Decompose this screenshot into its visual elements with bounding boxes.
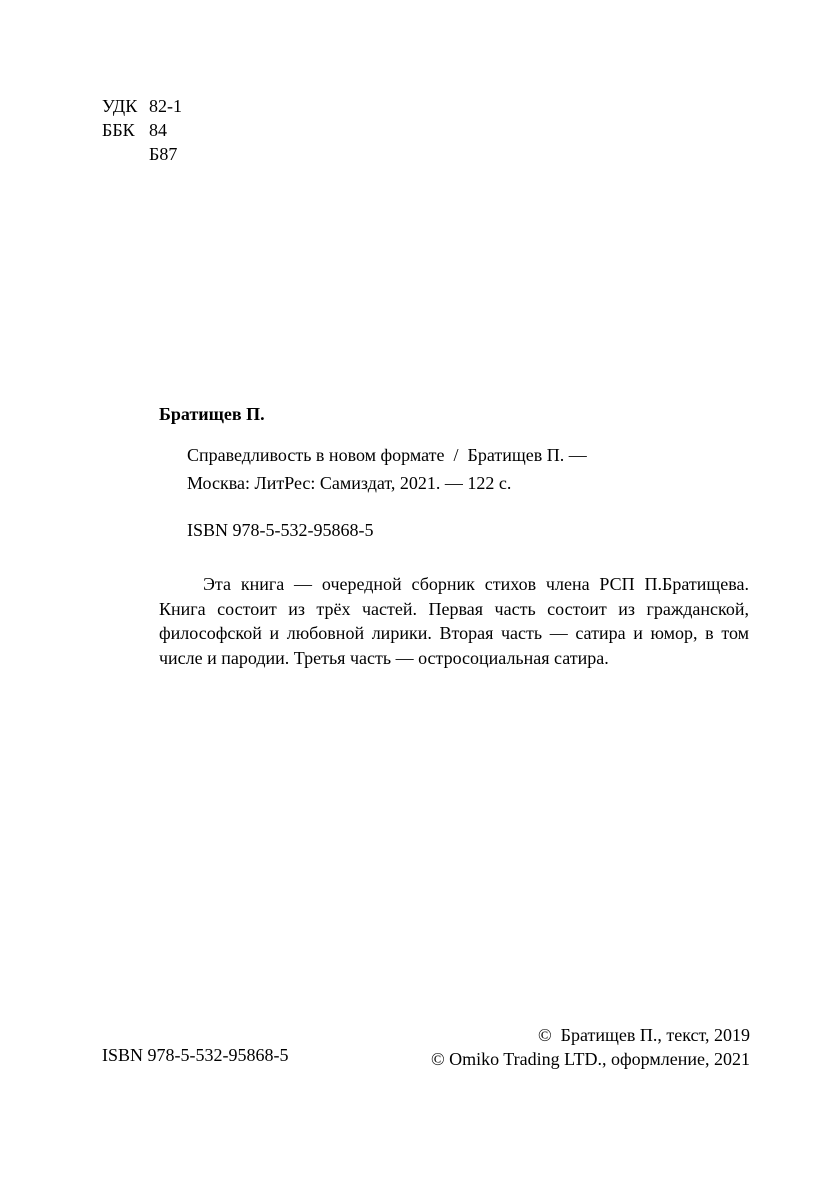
- author-mark-value: Б87: [149, 144, 178, 164]
- annotation-text: Эта книга — очередной сборник стихов члена РСП П.Братищева. Книга состоит из трёх частей. Первая часть состоит из гражданской, философской и любовной лирики. Вторая часть — сатира и юмор, в том числе и пародии. Третья часть — остросоциальная сатира.: [159, 574, 749, 668]
- author-heading: Братищев П.: [159, 404, 265, 424]
- isbn-main: ISBN 978-5-532-95868-5: [187, 520, 374, 540]
- bbk-row: [102, 118, 182, 142]
- author-mark-row: [102, 142, 182, 166]
- isbn-footer: ISBN 978-5-532-95868-5: [102, 1045, 289, 1065]
- copyright-text-line: © Братищев П., текст, 2019: [537, 1025, 750, 1045]
- bibliographic-title-line: Справедливость в новом формате / Братищев П. —: [187, 445, 587, 465]
- udc-label: УДК: [102, 96, 138, 116]
- author-mark-label: [102, 142, 149, 166]
- classification-codes: [102, 94, 182, 166]
- copyright-design-line: © Omiko Trading LTD., оформление, 2021: [430, 1049, 750, 1069]
- bibliographic-description: [187, 441, 587, 497]
- bbk-label: ББК: [102, 120, 135, 140]
- udc-row: [102, 94, 182, 118]
- udc-value: 82-1: [149, 96, 182, 116]
- copyright-block: [431, 1023, 750, 1071]
- bibliographic-publisher-line: Москва: ЛитРес: Самиздат, 2021. — 122 с.: [187, 473, 512, 493]
- bbk-value: 84: [149, 120, 167, 140]
